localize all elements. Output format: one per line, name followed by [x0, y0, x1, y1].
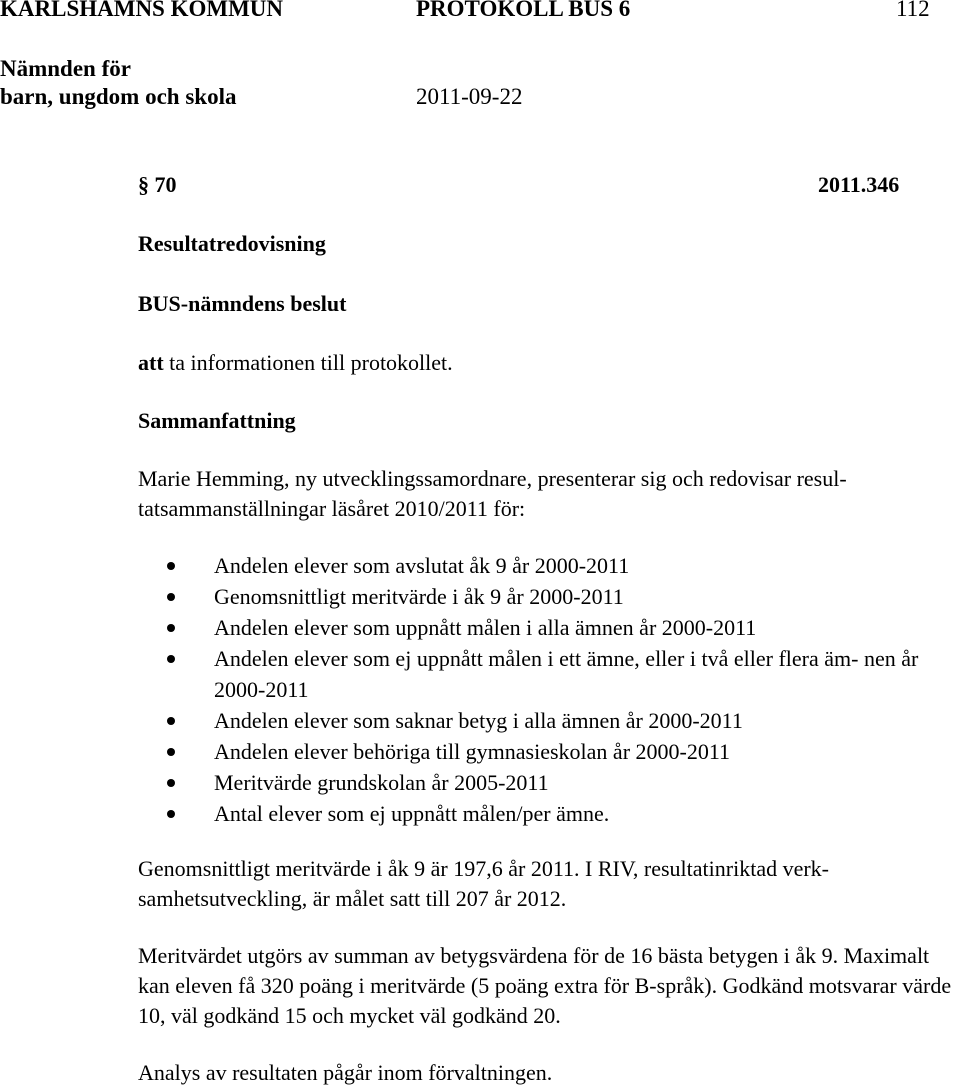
bullet-icon	[167, 562, 175, 570]
list-item-text: Genomsnittligt meritvärde i åk 9 år 2000-2011	[214, 584, 624, 609]
bullet-icon	[167, 655, 175, 663]
decision-heading: BUS-nämndens beslut	[138, 291, 347, 316]
result-paragraph: Genomsnittligt meritvärde i åk 9 är 197,6 år 2011. I RIV, resultatinriktad verk- samhetsutveckling, är målet satt till 207 år 2012.	[138, 856, 830, 911]
paragraph-number: § 70	[138, 172, 177, 197]
list-item	[163, 798, 953, 829]
list-item-text: Andelen elever behöriga till gymnasieskolan år 2000-2011	[214, 739, 731, 764]
bullet-icon	[167, 624, 175, 632]
merit-paragraph: Meritvärdet utgörs av summan av betygsvärdena för de 16 bästa betygen i åk 9. Maximalt kan eleven få 320 poäng i meritvärde (5 poäng extra för B-språk). Godkänd motsvarar värde 10, väl godkänd 15 och mycket väl godkänd 20.	[138, 943, 952, 1028]
list-item	[163, 736, 953, 767]
decision-keyword: att	[138, 350, 164, 375]
list-item	[163, 581, 953, 612]
page-number: 112	[896, 0, 930, 21]
summary-heading: Sammanfattning	[138, 408, 296, 433]
list-item	[163, 612, 953, 643]
bullet-icon	[167, 810, 175, 818]
case-number: 2011.346	[818, 172, 900, 197]
section-title: Resultatredovisning	[138, 231, 326, 256]
committee-name-line2: barn, ungdom och skola	[0, 84, 237, 109]
analysis-paragraph: Analys av resultaten pågår inom förvaltningen.	[138, 1060, 553, 1085]
report-bullet-list	[163, 550, 953, 829]
list-item	[163, 767, 953, 798]
list-item-text: Meritvärde grundskolan år 2005-2011	[214, 770, 549, 795]
decision-text	[138, 348, 453, 378]
list-item	[163, 705, 953, 736]
committee-name-line1: Nämnden för	[0, 56, 131, 81]
bullet-icon	[167, 748, 175, 756]
meeting-date: 2011-09-22	[416, 84, 523, 109]
decision-body: ta informationen till protokollet.	[163, 350, 453, 375]
list-item-text: Andelen elever som saknar betyg i alla ämnen år 2000-2011	[214, 708, 743, 733]
list-item	[163, 643, 953, 705]
bullet-icon	[167, 593, 175, 601]
bullet-icon	[167, 779, 175, 787]
list-item-text: Andelen elever som ej uppnått målen i ett ämne, eller i två eller flera äm- nen år 2000-2011	[214, 646, 919, 702]
list-item-text: Andelen elever som avslutat åk 9 år 2000-2011	[214, 553, 630, 578]
list-item-text: Antal elever som ej uppnått målen/per ämne.	[214, 801, 610, 826]
list-item	[163, 550, 953, 581]
bullet-icon	[167, 717, 175, 725]
list-item-text: Andelen elever som uppnått målen i alla ämnen år 2000-2011	[214, 615, 757, 640]
intro-paragraph: Marie Hemming, ny utvecklingssamordnare, presenterar sig och redovisar resul- tatsammanställningar läsåret 2010/2011 för:	[138, 466, 847, 521]
document-title: PROTOKOLL BUS 6	[416, 0, 631, 21]
municipality-name: KARLSHAMNS KOMMUN	[0, 0, 284, 21]
